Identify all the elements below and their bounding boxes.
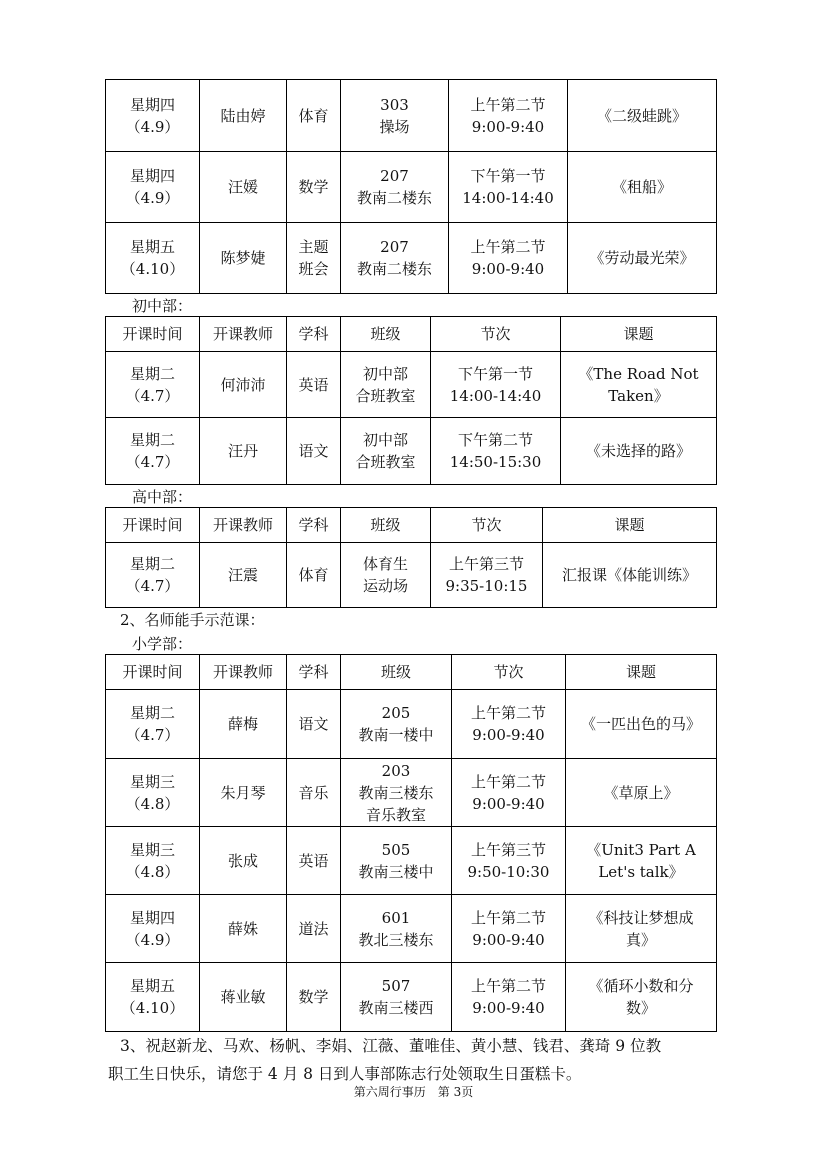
header-class: 班级 (341, 317, 431, 352)
cell-subject: 语文 (287, 418, 341, 485)
cell-period: 上午第二节 9:00-9:40 (452, 895, 566, 963)
table-row (106, 80, 717, 152)
cell-subject: 道法 (287, 895, 341, 963)
cell-teacher: 汪震 (200, 543, 287, 608)
cell-class: 初中部 合班教室 (341, 418, 431, 485)
cell-period: 上午第三节 9:50-10:30 (452, 827, 566, 895)
birthday-notice-line-2: 职工生日快乐，请您于 4 月 8 日到人事部陈志行处领取生日蛋糕卡。 (108, 1065, 582, 1083)
birthday-notice-line-1: 3、祝赵新龙、马欢、杨帆、李娟、江薇、董唯佳、黄小慧、钱君、龚琦 9 位教 (120, 1037, 662, 1055)
cell-subject: 音乐 (287, 759, 341, 827)
table-row (106, 827, 717, 895)
header-teacher: 开课教师 (200, 317, 287, 352)
table-row (106, 543, 717, 608)
cell-topic: 汇报课《体能训练》 (543, 543, 717, 608)
birthday-notice (108, 1032, 720, 1088)
cell-class: 体育生 运动场 (341, 543, 431, 608)
header-class: 班级 (341, 655, 452, 690)
table-row (106, 223, 717, 294)
header-period: 节次 (452, 655, 566, 690)
header-subject: 学科 (287, 655, 341, 690)
cell-subject: 英语 (287, 827, 341, 895)
header-teacher: 开课教师 (200, 508, 287, 543)
page-footer: 第六周行事历 第 3页 (353, 1085, 474, 1099)
header-time: 开课时间 (106, 317, 200, 352)
junior-section-label: 初中部： (132, 297, 193, 315)
table-row (106, 759, 717, 827)
table-header-row (106, 508, 717, 543)
cell-topic: 《科技让梦想成 真》 (566, 895, 717, 963)
cell-teacher: 何沛沛 (200, 352, 287, 418)
cell-period: 上午第二节 9:00-9:40 (449, 223, 568, 294)
junior-schedule-table (105, 316, 717, 485)
cell-topic: 《一匹出色的马》 (566, 690, 717, 759)
cell-teacher: 蒋业敏 (200, 963, 287, 1032)
table-header-row (106, 317, 717, 352)
cell-subject: 数学 (287, 963, 341, 1032)
senior-schedule-table (105, 507, 717, 608)
primary-section-label: 小学部： (132, 635, 193, 653)
header-topic: 课题 (561, 317, 717, 352)
senior-section-label: 高中部： (132, 488, 193, 506)
cell-class: 505 教南三楼中 (341, 827, 452, 895)
cell-time: 星期二 （4.7） (106, 690, 200, 759)
cell-topic: 《二级蛙跳》 (568, 80, 717, 152)
section-2-title: 2、名师能手示范课： (120, 611, 265, 629)
cell-class: 203 教南三楼东 音乐教室 (341, 759, 452, 827)
cell-time: 星期三 （4.8） (106, 759, 200, 827)
primary-schedule-table (105, 654, 717, 1032)
cell-class: 507 教南三楼西 (341, 963, 452, 1032)
cell-teacher: 薛梅 (200, 690, 287, 759)
cell-time: 星期二 （4.7） (106, 543, 200, 608)
table-header-row (106, 655, 717, 690)
table-row (106, 352, 717, 418)
header-subject: 学科 (287, 317, 341, 352)
cell-class: 205 教南一楼中 (341, 690, 452, 759)
cell-subject: 体育 (287, 80, 341, 152)
cell-teacher: 陆由婷 (200, 80, 287, 152)
header-topic: 课题 (543, 508, 717, 543)
cell-topic: 《Unit3 Part A Let's talk》 (566, 827, 717, 895)
cell-class: 207 教南二楼东 (341, 152, 449, 223)
cell-period: 上午第二节 9:00-9:40 (452, 759, 566, 827)
cell-topic: 《未选择的路》 (561, 418, 717, 485)
cell-topic: 《循环小数和分 数》 (566, 963, 717, 1032)
cell-topic: 《The Road Not Taken》 (561, 352, 717, 418)
cell-time: 星期四 （4.9） (106, 895, 200, 963)
header-class: 班级 (341, 508, 431, 543)
header-period: 节次 (431, 317, 561, 352)
cell-subject: 数学 (287, 152, 341, 223)
cell-subject: 主题 班会 (287, 223, 341, 294)
header-subject: 学科 (287, 508, 341, 543)
cell-period: 上午第二节 9:00-9:40 (452, 963, 566, 1032)
header-time: 开课时间 (106, 508, 200, 543)
cell-class: 303 操场 (341, 80, 449, 152)
cell-teacher: 薛姝 (200, 895, 287, 963)
cell-time: 星期五 （4.10） (106, 963, 200, 1032)
cell-time: 星期二 （4.7） (106, 418, 200, 485)
cell-subject: 英语 (287, 352, 341, 418)
cell-teacher: 朱月琴 (200, 759, 287, 827)
cell-class: 207 教南二楼东 (341, 223, 449, 294)
header-time: 开课时间 (106, 655, 200, 690)
header-topic: 课题 (566, 655, 717, 690)
cell-time: 星期四 （4.9） (106, 80, 200, 152)
cell-period: 下午第一节 14:00-14:40 (449, 152, 568, 223)
table-row (106, 690, 717, 759)
cell-teacher: 汪丹 (200, 418, 287, 485)
cell-period: 上午第二节 9:00-9:40 (452, 690, 566, 759)
cell-subject: 体育 (287, 543, 341, 608)
cell-time: 星期四 （4.9） (106, 152, 200, 223)
cell-period: 下午第二节 14:50-15:30 (431, 418, 561, 485)
table-row (106, 418, 717, 485)
cell-period: 上午第二节 9:00-9:40 (449, 80, 568, 152)
cell-topic: 《劳动最光荣》 (568, 223, 717, 294)
cell-teacher: 张成 (200, 827, 287, 895)
header-period: 节次 (431, 508, 543, 543)
cell-time: 星期五 （4.10） (106, 223, 200, 294)
cell-period: 上午第三节 9:35-10:15 (431, 543, 543, 608)
cell-time: 星期二 （4.7） (106, 352, 200, 418)
cell-teacher: 汪媛 (200, 152, 287, 223)
cell-topic: 《草原上》 (566, 759, 717, 827)
table-row (106, 963, 717, 1032)
table-row (106, 895, 717, 963)
cell-time: 星期三 （4.8） (106, 827, 200, 895)
cell-topic: 《租船》 (568, 152, 717, 223)
cell-class: 601 教北三楼东 (341, 895, 452, 963)
cell-class: 初中部 合班教室 (341, 352, 431, 418)
cell-subject: 语文 (287, 690, 341, 759)
table-row (106, 152, 717, 223)
cell-teacher: 陈梦婕 (200, 223, 287, 294)
header-teacher: 开课教师 (200, 655, 287, 690)
cell-period: 下午第一节 14:00-14:40 (431, 352, 561, 418)
schedule-table-continued (105, 79, 717, 294)
